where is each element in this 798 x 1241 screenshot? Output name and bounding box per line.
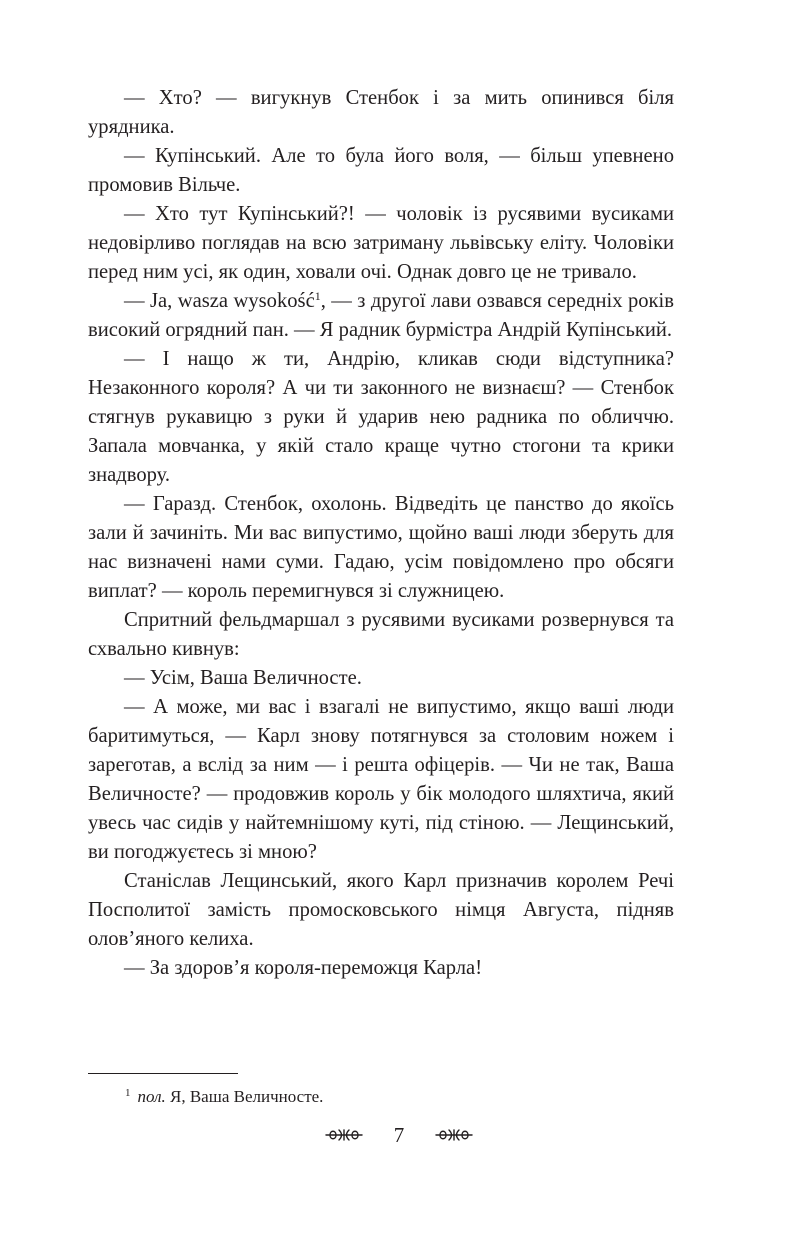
scroll-ornament-icon [324, 1127, 364, 1143]
paragraph: — Усім, Ваша Величносте. [124, 667, 362, 689]
paragraph: — Хто? — вигукнув Стенбок і за мить опинився біля урядника. [88, 87, 674, 138]
paragraph: Спритний фельдмаршал з русявими вусиками розвернувся та схвально кивнув: [88, 609, 674, 660]
paragraph: Станіслав Лещинський, якого Карл призначив королем Речі Посполитої замість промосковського німця Августа, підняв олов’яного келиха. [88, 870, 674, 950]
paragraph-text: — Ja, wasza wysokość [124, 290, 315, 312]
page-folio [0, 1120, 798, 1150]
paragraph: — Купінський. Але то була його воля, — більш упевнено промовив Вільче. [88, 145, 674, 196]
paragraph: — Хто тут Купінський?! — чоловік із русявими вусиками недовірливо поглядав на всю затриману львівську еліту. Чоловіки перед ним усі, як один, ховали очі. Однак довго це не тривало. [88, 203, 674, 283]
body-text [88, 84, 674, 983]
paragraph: — І нащо ж ти, Андрію, кликав сюди відступника? Незаконного короля? А чи ти законного не визнаєш? — Стенбок стягнув рукавицю з руки й ударив нею радника по обличчю. Запала мовчанка, у якій стало краще чутно стогони та крики знадвору. [88, 348, 674, 486]
footnote-divider [88, 1073, 238, 1074]
footnote [125, 1081, 323, 1109]
footnote-language: пол. [137, 1087, 166, 1106]
paragraph: — За здоров’я короля-переможця Карла! [124, 957, 483, 979]
footnote-text: Я, Ваша Величносте. [165, 1087, 324, 1106]
paragraph-with-footnote [88, 287, 674, 345]
scroll-ornament-icon [434, 1127, 474, 1143]
paragraph-text: , — з другої лави озвався середніх років високий огрядний пан. — Я радник бурмістра Андрій Купінський. [88, 290, 674, 341]
page-number: 7 [393, 1122, 405, 1147]
footnote-reference[interactable]: 1 [314, 289, 321, 303]
paragraph: — А може, ми вас і взагалі не випустимо, якщо ваші люди баритимуться, — Карл знову потягнувся за столовим ножем і зареготав, а вслід за ним — і решта офіцерів. — Чи не так, Ваша Величносте? — продовжив король у бік молодого шляхтича, який увесь час сидів у найтемнішому куті, під стіною. — Лещинський, ви погоджуєтесь зі мною? [88, 696, 674, 863]
footnote-number: 1 [125, 1087, 131, 1099]
paragraph: — Гаразд. Стенбок, охолонь. Відведіть це панство до якоїсь зали й зачиніть. Ми вас випустимо, щойно ваші люди зберуть для нас визначені нами суми. Гадаю, усім повідомлено про обсяги виплат? — король перемигнувся зі служницею. [88, 493, 674, 602]
